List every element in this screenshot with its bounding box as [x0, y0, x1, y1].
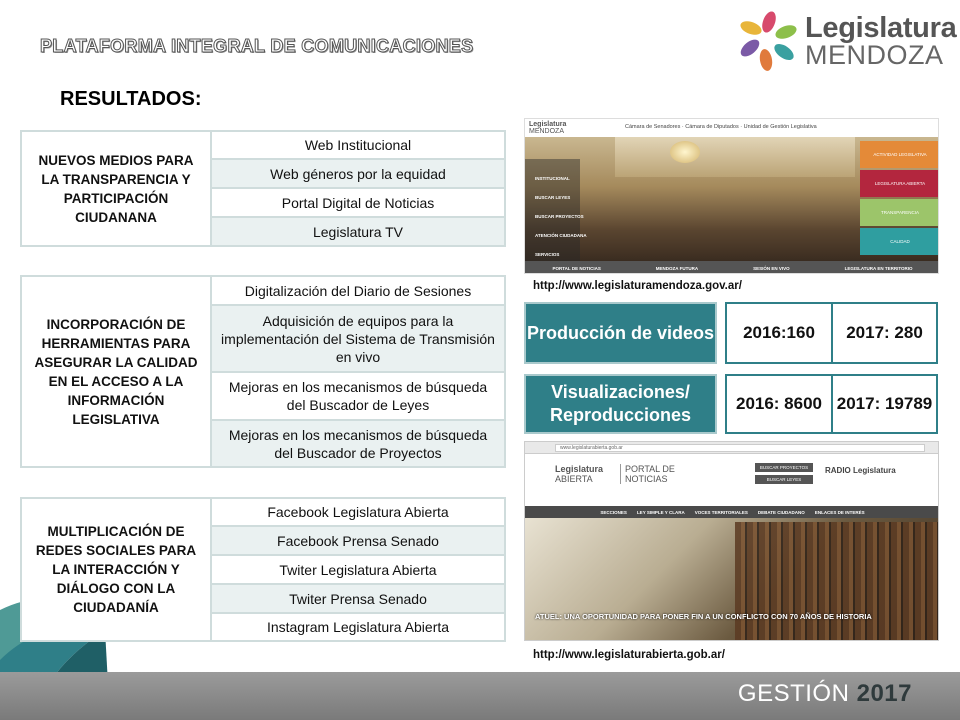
stat-label-videos: Producción de videos: [524, 302, 717, 364]
section-list-quality-tools: [210, 275, 506, 468]
site1-menu-item[interactable]: SERVICIOS: [535, 252, 560, 257]
site1-tile-transparencia[interactable]: TRANSPARENCIA: [860, 199, 939, 226]
stat-value-views-2016: 2016: 8600: [725, 374, 833, 434]
list-item: Facebook Legislatura Abierta: [212, 499, 504, 527]
section-list-new-media: [210, 130, 506, 247]
stat-value-videos-2016: 2016:160: [725, 302, 833, 364]
list-item: Web géneros por la equidad: [212, 160, 504, 189]
site2-nav-item[interactable]: LEY SIMPLE Y CLARA: [636, 509, 685, 515]
website-screenshot-legislatura-mendoza: Legislatura MENDOZA Cámara de Senadores · Cámara de Diputados · Unidad de Gestión Legislativa INSTITUCIONAL BUSCAR LEYES BUSCAR PROYECTOS ATENCIÓN CIUDADANA SERVICIOS ACTIVIDAD LEGISLATIVA LEGISLATURA ABIERTA TRANSPARENCIA CALIDAD PORTAL DE NOTICIAS MENDOZA FUTURA SESIÓN EN VIVO LEGISLATURA EN TERRITORIO: [524, 118, 939, 274]
list-item: Facebook Prensa Senado: [212, 527, 504, 556]
list-item: Mejoras en los mecanismos de búsqueda del Buscador de Leyes: [212, 373, 504, 421]
site2-nav-item[interactable]: ENLACES DE INTERÉS: [814, 509, 865, 515]
list-item: Digitalización del Diario de Sesiones: [212, 277, 504, 306]
site2-logo-line2: ABIERTA: [555, 474, 593, 484]
site1-bottom-item[interactable]: SESIÓN EN VIVO: [753, 265, 790, 271]
site2-portal-line2: NOTICIAS: [625, 474, 668, 484]
site1-nav-item[interactable]: Cámara de Senadores: [625, 124, 681, 130]
footer-label: GESTIÓN 2017: [737, 680, 912, 707]
site1-nav-item[interactable]: Cámara de Diputados: [685, 124, 739, 130]
website-screenshot-legislatura-abierta: [524, 441, 939, 641]
site1-url-caption[interactable]: http://www.legislaturamendoza.gov.ar/: [533, 280, 742, 292]
logo-text-line2: MENDOZA: [805, 40, 944, 70]
site1-tile-abierta[interactable]: LEGISLATURA ABIERTA: [860, 170, 939, 197]
section-heading-new-media: NUEVOS MEDIOS PARA LA TRANSPARENCIA Y PARTICIPACIÓN CIUDANANA: [20, 130, 212, 247]
site1-logo-line2: MENDOZA: [529, 128, 564, 135]
list-item: Portal Digital de Noticias: [212, 189, 504, 218]
section-list-social-networks: [210, 497, 506, 642]
site1-logo-line1: Legislatura: [529, 121, 567, 128]
site1-bottom-item[interactable]: PORTAL DE NOTICIAS: [552, 265, 601, 271]
legislatura-logo-icon: [736, 10, 802, 72]
list-item: Instagram Legislatura Abierta: [266, 619, 450, 635]
stat-value-videos-2017: 2017: 280: [831, 302, 938, 364]
site2-url-caption[interactable]: http://www.legislaturabierta.gob.ar/: [533, 649, 725, 661]
site2-logo-line1: Legislatura: [555, 464, 604, 474]
buscar-proyectos-button[interactable]: BUSCAR PROYECTOS: [755, 463, 813, 472]
site2-portal-line1: PORTAL DE: [625, 464, 675, 474]
section-heading-social-networks: MULTIPLICACIÓN DE REDES SOCIALES PARA LA INTERACCIÓN Y DIÁLOGO CON LA CIUDADANÍA: [20, 497, 212, 642]
section-subtitle: RESULTADOS:: [60, 88, 202, 110]
site1-tile-actividad[interactable]: ACTIVIDAD LEGISLATIVA: [860, 141, 939, 168]
list-item: Legislatura TV: [212, 218, 504, 245]
site1-menu-item[interactable]: BUSCAR PROYECTOS: [535, 214, 584, 219]
site2-headline[interactable]: ATUEL: UNA OPORTUNIDAD PARA PONER FIN A UN CONFLICTO CON 70 AÑOS DE HISTORIA: [535, 612, 872, 621]
site1-menu-item[interactable]: ATENCIÓN CIUDADANA: [535, 233, 587, 238]
radio-legislatura-link[interactable]: RADIO Legislatura: [825, 466, 896, 475]
list-item: Web Institucional: [212, 132, 504, 160]
logo-text-line1: Legislatura: [805, 12, 957, 44]
site2-nav-item[interactable]: SECCIONES: [600, 509, 627, 515]
buscar-leyes-button[interactable]: BUSCAR LEYES: [755, 475, 813, 484]
site1-menu-item[interactable]: INSTITUCIONAL: [535, 176, 570, 181]
site1-menu-item[interactable]: BUSCAR LEYES: [535, 195, 571, 200]
section-heading-quality-tools: INCORPORACIÓN DE HERRAMIENTAS PARA ASEGURAR LA CALIDAD EN EL ACCESO A LA INFORMACIÓN LEGISLATIVA: [20, 275, 212, 468]
list-item: Mejoras en los mecanismos de búsqueda del Buscador de Proyectos: [212, 421, 504, 466]
page-title: PLATAFORMA INTEGRAL DE COMUNICACIONES: [40, 36, 474, 56]
list-item: Twiter Prensa Senado: [212, 585, 504, 614]
site1-bottom-item[interactable]: LEGISLATURA EN TERRITORIO: [844, 265, 913, 271]
list-item: Adquisición de equipos para la implementación del Sistema de Transmisión en vivo: [212, 306, 504, 373]
site1-bottom-item[interactable]: MENDOZA FUTURA: [655, 265, 699, 271]
site1-tile-calidad[interactable]: CALIDAD: [860, 228, 939, 255]
stat-value-views-2017: 2017: 19789: [831, 374, 938, 434]
list-item: Twiter Legislatura Abierta: [212, 556, 504, 585]
browser-address-bar[interactable]: www.legislaturabierta.gob.ar: [555, 444, 925, 452]
site1-nav-item[interactable]: Unidad de Gestión Legislativa: [743, 124, 817, 130]
site2-nav-item[interactable]: DEBATE CIUDADANO: [757, 509, 805, 515]
stat-label-views: Visualizaciones/ Reproducciones: [524, 374, 717, 434]
site2-nav-item[interactable]: VOCES TERRITORIALES: [694, 509, 748, 515]
